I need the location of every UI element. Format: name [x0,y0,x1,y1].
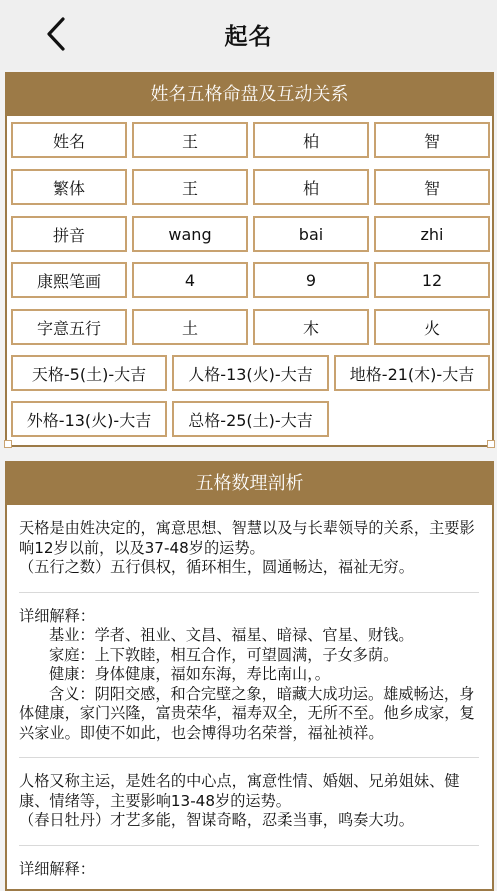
detail-jiating: 家庭：上下敦睦，相互合作，可望圆满，子女多荫。 [49,645,399,664]
corner-decoration [487,440,495,448]
card-title: 姓名五格命盘及互动关系 [7,74,492,116]
char-cell: 柏 [253,169,369,205]
tian-ge-cell: 天格-5(土)-大吉 [11,355,167,391]
char-cell: 智 [374,169,490,205]
pinyin-cell: zhi [374,216,490,252]
ren-ge-cell: 人格-13(火)-大吉 [172,355,329,391]
row-label: 繁体 [11,169,127,205]
element-cell: 土 [132,309,248,345]
card-title: 五格数理剖析 [7,463,492,505]
detail-jiye: 基业：学者、祖业、文昌、福星、暗禄、官星、财钱。 [49,626,414,644]
tian-ge-intro: 天格是由姓决定的，寓意思想、智慧以及与长辈领导的关系，主要影响12岁以前，以及37-48岁的运势。 [19,519,475,557]
wai-ge-cell: 外格-13(火)-大吉 [11,401,167,437]
detail-label: 详细解释： [19,606,95,625]
divider [19,757,479,758]
char-cell: 王 [132,169,248,205]
ren-ge-five: （春日牡丹）才艺多能，智谋奇略，忍柔当事，鸣奏大功。 [19,811,414,829]
analysis-card [5,461,494,891]
row-label: 拼音 [11,216,127,252]
divider [19,592,479,593]
row-label: 姓名 [11,122,127,158]
page-title: 起名 [224,24,273,50]
analysis-content [19,519,479,879]
di-ge-cell: 地格-21(木)-大吉 [334,355,490,391]
zong-ge-cell: 总格-25(土)-大吉 [172,401,329,437]
pinyin-cell: wang [132,216,248,252]
wuge-chart-card [5,72,494,447]
corner-decoration [4,440,12,448]
stroke-cell: 4 [132,262,248,298]
row-label: 字意五行 [11,309,127,345]
char-cell: 王 [132,122,248,158]
row-label: 康熙笔画 [11,262,127,298]
char-cell: 柏 [253,122,369,158]
stroke-cell: 9 [253,262,369,298]
element-cell: 木 [253,309,369,345]
detail-jiankang: 健康：身体健康，福如东海，寿比南山，。 [49,665,330,683]
nav-bar [0,0,497,70]
detail-label: 详细解释： [19,859,95,878]
stroke-cell: 12 [374,262,490,298]
detail-hanyi: 含义：阴阳交感，和合完壁之象，暗藏大成功运。雄威畅达，身体健康，家门兴隆，富贵荣华，福寿双全，无所不至。他乡成家，复兴家业。即使不如此，也会博得功名荣誉，福祉祯祥。 [19,684,475,742]
pinyin-cell: bai [253,216,369,252]
tian-ge-five: （五行之数）五行俱权，循环相生，圆通畅达，福祉无穷。 [19,558,414,576]
ren-ge-intro: 人格又称主运，是姓名的中心点，寓意性情、婚姻、兄弟姐妹、健康、情绪等，主要影响13-48岁的运势。 [19,772,460,810]
element-cell: 火 [374,309,490,345]
char-cell: 智 [374,122,490,158]
divider [19,845,479,846]
